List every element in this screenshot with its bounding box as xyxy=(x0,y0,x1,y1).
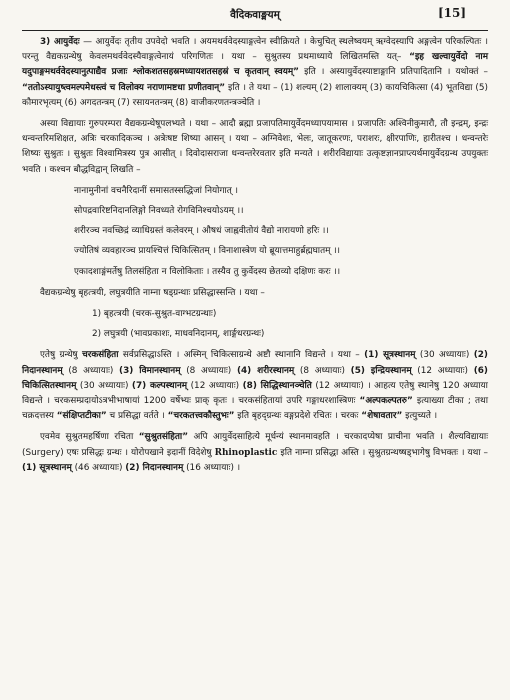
term: “सुश्रुतसंहिता” xyxy=(138,432,189,443)
term: (3) विमानस्थानम् xyxy=(119,365,181,376)
verse-line: नानामुनीनां वचनैरिदानीं समासतस्सद्धिजां नियोगात् । xyxy=(74,185,239,196)
text: — आयुर्वेदः तृतीय उपवेदो भवति । अयमथर्ववेदस्याङ्गत्वेन स्वीक्रियते । केचुचित् स्थलेष्वयम् ऋग्वेदस्यापि अङ्गत्वेन परिकल्पितः । परन्तु वैद्यकग्रन्थेषु केवलमथर्ववेदस्यैवाङ्गत्वेनायं परिगणितः । यथा – सुश्रुतस्य प्रथमाध्याये लिखितमस्ति यत्– xyxy=(22,37,488,63)
term: “अल्पकल्पतरु” xyxy=(359,396,413,407)
term: (2) निदानस्थानम् xyxy=(22,350,488,376)
text: इत्युच्यते । xyxy=(402,411,438,422)
paragraph-sushruta xyxy=(22,430,488,476)
term: (2) निदानस्थानम् xyxy=(125,462,184,473)
text: (12 अध्यायाः) xyxy=(411,365,474,376)
verse-line: ज्योतिषं व्यवहारञ्च प्रायश्चित्तं चिकित्सितम् । विनाशास्त्रेण यो ब्रूयात्तमाहुर्ब्रह्मघातम् ।। xyxy=(74,246,341,257)
text: इत्याख्या टीका ; तथा चक्रदत्तस्य xyxy=(22,396,489,422)
verse-block xyxy=(74,184,488,280)
latin-term: Rhinoplastic xyxy=(214,447,278,458)
term: “संक्षिप्तटीका” xyxy=(56,411,107,422)
paragraph-charaka xyxy=(22,348,488,424)
term: (5) इन्द्रियस्थानम् xyxy=(350,365,412,376)
paragraph-guru-parampara: अस्या विद्यायाः गुरुपरम्परा वैद्यकग्रन्थेषूपलभ्यते । यथा – आदौ ब्रह्मा प्रजापतिमायुर्वेदमध्यापयामास । प्रजापतिः अश्विनीकुमारौ, तौ इन्द्रम्, इन्द्रः धन्वन्तरिमशिक्षत, अत्रिः चरकादिकञ्च । अत्रेःषष्ट शिष्या आसन् । यथा – अग्निवेशः, भेलः, जातूकरणः, पराशरः, क्षीरपाणिः, हारीतश्च । धन्वन्तरेः शिष्यः सुश्रुतः । सुश्रुतः विश्वामित्रस्य पुत्र आसीत् । दिवोदासराजा धन्वन्तरेरवतार इति मन्यते । शरीरविद्यायाः उत्कृष्टज्ञानप्राप्त्यर्थमायुर्वेदग्रन्थ उपयुक्तः भवति । कश्चन बौद्धविद्वान् लिखति – xyxy=(22,119,488,175)
text: इति नाम्ना प्रसिद्धा अस्ति । सुश्रुतग्रन्थष्षड्भागेषु विभक्तः । यथा – xyxy=(277,447,488,458)
page-header xyxy=(22,0,488,30)
term: (1) सूत्रस्थानम् xyxy=(364,350,416,361)
quote-ashtanga: “ततोऽस्यायुष्त्वमल्पमेधस्त्वं च विलोक्य नराणामष्टधा प्रणीतवान्” xyxy=(22,82,226,93)
term: चरकसंहिता xyxy=(82,350,119,361)
text: एतेषु ग्रन्थेषु xyxy=(40,350,83,361)
verse-line: शरीरञ्च नवच्छिद्रं व्याधिग्रस्तं कलेवरम् । औषधं जाह्नवीतोयं वैद्यो नारायणो हरिः ।। xyxy=(74,226,329,237)
text: (12 अध्यायाः) xyxy=(187,380,243,391)
paragraph-ayurveda-intro xyxy=(22,35,488,111)
term: (8) सिद्धिस्थानञ्चेति xyxy=(242,380,312,391)
text: (8 अध्यायाः) xyxy=(62,365,120,376)
text: (16 अध्यायाः) । xyxy=(183,462,241,473)
quote-sushruta: “इह खल्वायुर्वेदो नाम यदुपाङ्गमथर्ववेदस्यानुत्पाद्यैव प्रजाः श्लोकशतसहस्रमध्यायशतसहस्रं च कृतवान् स्वयम्” xyxy=(22,52,489,78)
term: (4) शरीरस्थानम् xyxy=(236,365,295,376)
text: अपि आयुर्वेदसाहित्ये मूर्धन्यं स्थानमावहति । चरकादप्येषा प्राचीना भवति । शैल्यविद्यायाः (Surgery) एषः प्रसिद्धः ग्रन्थः । योरोपखाने इदानीं विदेशेषु xyxy=(22,432,488,458)
text: (8 अध्यायाः) xyxy=(294,365,351,376)
list-item: 2) लघुत्रयी (भावप्रकाशः, माधवनिदानम्, शार्ङ्गधरग्रन्थः) xyxy=(92,329,265,340)
page-number: [15] xyxy=(437,6,466,20)
term: (7) कल्पस्थानम् xyxy=(131,380,188,391)
term: “शेषावतार” xyxy=(361,411,403,422)
header-rule xyxy=(22,30,488,31)
trayi-list xyxy=(92,307,488,342)
text: च प्रसिद्धा वर्तते । xyxy=(106,411,168,422)
verse-line: एकादशाङ्गंमर्तेषु तिलसंहिता न विलोकिताः । तस्यैव तु कुर्वेदस्य छेतव्यो दक्षिणः करः ।। xyxy=(74,266,341,277)
text: इति । अस्यायुर्वेदस्याष्टाङ्गानि प्रतिपादितानि । यथोक्तं – xyxy=(299,67,488,78)
term: (1) सूत्रस्थानम् xyxy=(22,462,72,473)
verse-line: सोपद्रवारिष्टनिदानलिङ्गो निवध्यते रोगविनिश्चयोऽयम् ।। xyxy=(74,206,244,217)
text: सर्वप्रसिद्धाऽस्ति । अस्मिन् चिकित्साग्रन्थे अष्टौ स्थानानि विद्यन्ते । यथा – xyxy=(118,350,365,361)
running-title: वैदिकवाङ्मयम् xyxy=(230,9,280,21)
text: एवमेव सुश्रुतमहर्षिणा रचिता xyxy=(40,432,139,443)
text: (30 अध्यायाः) xyxy=(76,380,132,391)
paragraph-trayi: वैद्यकग्रन्थेषु बृहत्त्रयी, लघुत्रयीति नाम्ना षड्ग्रन्थाः प्रसिद्धास्सन्ति । यथा – xyxy=(40,287,265,298)
text: (8 अध्यायाः) xyxy=(180,365,237,376)
text: (46 अध्यायाः) xyxy=(71,462,126,473)
section-number: 3) आयुर्वेदः xyxy=(40,37,80,47)
term: “चरकतत्त्वकौस्तुभः” xyxy=(167,411,235,422)
text: इति बृहद्ग्रन्थः वङ्गप्रदेशे रचितः । चरकः xyxy=(234,411,362,422)
term: (6) चिकित्सितस्थानम् xyxy=(22,365,488,391)
list-item: 1) बृहत्त्रयी (चरक-सुश्रुत-वाग्भटग्रन्थाः) xyxy=(92,309,217,320)
text: इति । ते यथा – (1) शल्यम् (2) शालाक्यम् (3) कायचिकित्सा (4) भूतविद्या (5) कौमारभृत्यम् (6) अगदतन्त्रम् (7) रसायनतन्त्रम् (8) वाजीकरणतन्त्रञ्चेति । xyxy=(22,82,488,108)
text: (12 अध्यायाः) । आहत्य एतेषु स्थानेषु 120 अध्याया विद्यन्ते । चरकसम्प्रदायोऽत्रभीभाषायां 1200 वर्षेभ्यः प्राक् कृतः । चरकसंहितायां उपरि गङ्गाधरशास्त्रिणः xyxy=(22,380,488,407)
text: (30 अध्यायाः) xyxy=(415,350,474,361)
